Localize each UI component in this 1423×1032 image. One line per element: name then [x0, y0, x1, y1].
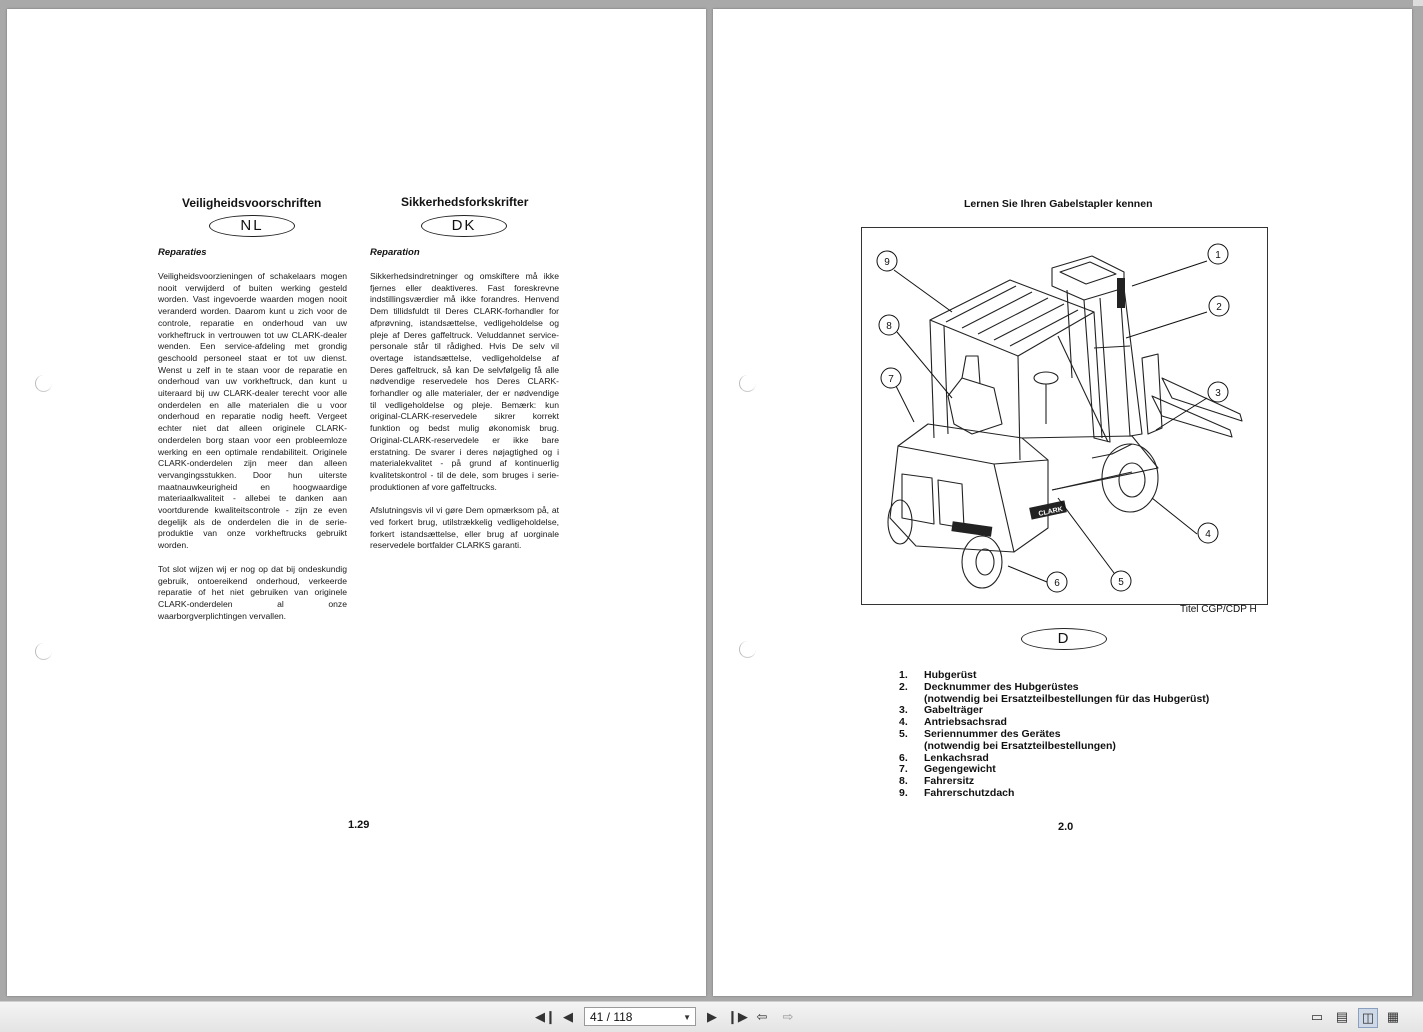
legend-item: 5. Seriennummer des Gerätes	[899, 727, 1061, 740]
nl-subheading: Reparaties	[158, 247, 207, 258]
legend-item: 7. Gegengewicht	[899, 763, 996, 776]
callout-4: 4	[1205, 529, 1211, 540]
callout-9: 9	[884, 257, 890, 268]
page-indicator: 41 / 118	[590, 1010, 633, 1024]
prev-page-icon[interactable]: ◀	[563, 1009, 573, 1024]
legend-item-note: (notwendig bei Ersatzteilbestellungen)	[924, 739, 1116, 752]
page-number-right: 2.0	[1058, 821, 1074, 833]
dk-heading: Sikkerhedsforkskrifter	[401, 195, 529, 209]
last-page-icon[interactable]: ❙▶	[727, 1009, 748, 1024]
dk-subheading: Reparation	[370, 247, 420, 258]
parts-legend	[899, 670, 1209, 800]
punch-hole	[35, 375, 52, 392]
scrollbar-stub[interactable]	[1413, 0, 1423, 6]
nl-paragraph-1: Veiligheidsvoorzieningen of schakelaars mogen nooit verwijderd of buiten werking gesteld worden. Vast ingevoerde waarden mogen nooit veranderd worden. Daarom kunt u zich voor de controle, reparatie en onderhoud van uw vorkheftruck in vertrouwen tot uw CLARK-dealer wenden. Een service-afdeling met grondig geschoold personeel staat er tot uw dienst. Wenst u zelf in te staan voor de reparatie en onderhoud van uw vorkheftruck, dan kunt u uiteraard bij uw CLARK-dealer terecht voor alle onderdelen en alle materialen die u voor onderhoud en reparatie nodig heeft. Vergeet echter niet dat alleen originele CLARK-onderdelen borg staan voor een probleemloze werking en een optimale rendabiliteit. Originele CLARK-onderdelen zijn meer dan alleen vervangingsstukken. Door hun uiterste maatnauwkeurigheid en hoogwaardige materiaalkwaliteit - allebei te danken aan voortdurende kwaliteitscontrole - zijn ze even degelijk als de onderdelen die in de serie-produktie van onze vorkheftrucks gebruikt worden.	[158, 271, 347, 551]
chevron-down-icon[interactable]: ▼	[683, 1013, 691, 1022]
punch-hole	[739, 641, 756, 658]
legend-item: 3. Gabelträger	[899, 704, 983, 717]
nl-paragraph-2: Tot slot wijzen wij er nog op dat bij ondeskundig gebruik, ontoereikend onderhoud, verkeerde reparatie of het niet gebruiken van originele CLARK-onderdelen al onze waarborgverplichtingen vervallen.	[158, 563, 347, 621]
truck-brand-label: CLARK	[1038, 506, 1064, 518]
dk-paragraph-1: Sikkerhedsindretninger og omskiftere må ikke fjernes eller deaktiveres. Fast foreskrevne indstillingsværdier må ikke forandres. Henvend Dem tillidsfuldt til Deres CLARK-forhandler for afprøvning, istandsættelse, vedligeholdelse og pleje af Deres gaffeltruck. Veluddannet service-personale står til rådighed. Hvis De selv vil overtage istandsættelse, vedligeholdelse af Deres gaffeltruck, så kan De selvfølgelig få alle nødvendige reservedele hos Deres CLARK-forhandler og alle materialer, der er nødvendige til vedligeholdelse og pleje. Bemærk: kun original-CLARK-reservedele sikrer korrekt funktion og bedst mulig økonomisk brug. Original-CLARK-reservedele er ikke bare erstatning. De svarer i deres nøjagtighed og i materialekvalitet - på grund af kontinuerlig kvalitetskontrol - til de dele, som bruges i serie-produktionen af vore gaffeltrucks.	[370, 271, 559, 492]
callout-2: 2	[1216, 302, 1222, 313]
punch-hole	[35, 643, 52, 660]
go-back-icon[interactable]: ⇦	[756, 1009, 768, 1024]
two-page-icon[interactable]: ◫	[1358, 1008, 1378, 1028]
first-page-icon[interactable]: ◀❙	[535, 1009, 556, 1024]
forklift-illustration	[862, 228, 1267, 604]
callout-6: 6	[1054, 578, 1060, 589]
dk-language-badge: DK	[421, 215, 507, 237]
legend-item: 9. Fahrerschutzdach	[899, 786, 1015, 799]
single-page-icon[interactable]: ▭	[1310, 1009, 1324, 1024]
legend-item-note: (notwendig bei Ersatzteilbestellungen für das Hubgerüst)	[924, 692, 1210, 705]
forklift-diagram	[861, 227, 1268, 605]
nl-heading: Veiligheidsvoorschriften	[182, 196, 322, 210]
page-number-left: 1.29	[348, 819, 370, 831]
callout-3: 3	[1215, 388, 1221, 399]
legend-item: 1. Hubgerüst	[899, 669, 977, 681]
nl-language-badge: NL	[209, 215, 295, 237]
right-page-title: Lernen Sie Ihren Gabelstapler kennen	[964, 198, 1153, 210]
go-forward-icon[interactable]: ⇨	[782, 1009, 794, 1024]
dk-paragraph-2: Afslutningsvis vil vi gøre Dem opmærksom på, at ved forkert brug, utilstrækkelig vedligeholdelse, forkert istandsættelse, eller brug af uorginale reservedele bortfalder CLARKS garanti.	[370, 505, 559, 551]
legend-item: 4. Antriebsachsrad	[899, 716, 1007, 729]
next-page-icon[interactable]: ▶	[707, 1009, 717, 1024]
page-number-input[interactable]	[584, 1007, 696, 1026]
d-language-badge: D	[1021, 628, 1107, 650]
page-left	[7, 9, 706, 996]
diagram-caption: Titel CGP/CDP H	[1180, 604, 1257, 615]
legend-item: 6. Lenkachsrad	[899, 751, 989, 764]
callout-8: 8	[886, 321, 892, 332]
callout-5: 5	[1118, 577, 1124, 588]
page-right	[713, 9, 1412, 996]
punch-hole	[739, 375, 756, 392]
nl-text-column	[158, 271, 347, 634]
viewer-toolbar	[0, 1001, 1423, 1032]
callout-1: 1	[1215, 250, 1221, 261]
callout-7: 7	[888, 374, 894, 385]
legend-item: 8. Fahrersitz	[899, 775, 975, 788]
legend-item: 2. Decknummer des Hubgerüstes	[899, 680, 1079, 693]
two-page-continuous-icon[interactable]: ▦	[1386, 1009, 1400, 1024]
dk-text-column	[370, 271, 559, 564]
continuous-icon[interactable]: ▤	[1335, 1009, 1349, 1024]
